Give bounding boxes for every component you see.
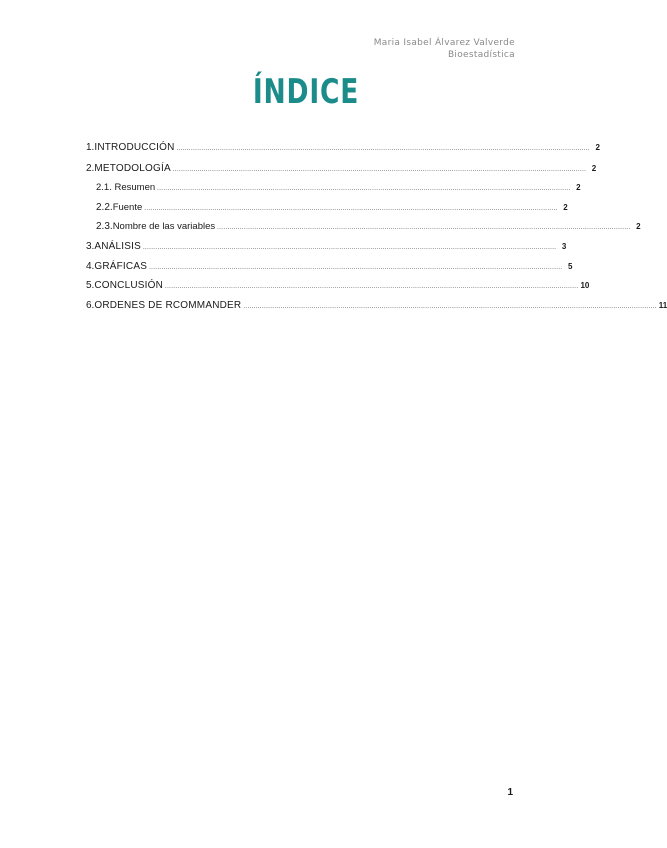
toc-entry-number: 2.2. — [96, 202, 113, 213]
toc-entry-label: Nombre de las variables — [112, 221, 216, 232]
toc-entry-label: GRÁFICAS — [94, 261, 148, 272]
toc-leader-dots: ........................................................................................................................................................................................................ — [149, 265, 563, 271]
toc-leader-dots: ........................................................................................................................................................................................................ — [144, 206, 558, 212]
toc-entry-conclusion[interactable] — [86, 278, 590, 292]
toc-entry-number: 6. — [86, 300, 95, 311]
toc-entry-label: METODOLOGÍA — [94, 163, 171, 174]
toc-entry-page: 2 — [595, 143, 600, 152]
toc-entry-label: ORDENES DE RCOMMANDER — [94, 300, 242, 311]
toc-entry-page: 2 — [636, 222, 641, 231]
toc-entry-number: 4. — [86, 261, 95, 272]
toc-leader-dots: ........................................................................................................................................................................................................ — [165, 284, 579, 290]
toc-leader-dots: ........................................................................................................................................................................................................ — [176, 146, 590, 152]
toc-entry-metodologia[interactable] — [86, 161, 597, 175]
toc-entry-label: 2.1. Resumen — [96, 182, 156, 193]
toc-entry-nombre-variables[interactable] — [96, 219, 641, 233]
toc-entry-resumen[interactable] — [96, 180, 581, 194]
toc-leader-dots: ........................................................................................................................................................................................................ — [142, 245, 557, 251]
toc-entry-number: 1. — [86, 142, 95, 153]
toc-entry-fuente[interactable] — [96, 200, 568, 214]
toc-entry-graficas[interactable] — [86, 259, 573, 273]
toc-entry-introduccion[interactable] — [86, 140, 600, 154]
toc-entry-page: 5 — [568, 262, 573, 271]
page-number: 1 — [507, 787, 513, 798]
toc-entry-page: 11 — [658, 301, 667, 310]
header-author: Maria Isabel Álvarez Valverde — [373, 38, 515, 48]
toc-entry-page: 2 — [591, 164, 597, 173]
toc-leader-dots: ........................................................................................................................................................................................................ — [172, 167, 587, 173]
toc-entry-label: Fuente — [112, 202, 143, 213]
toc-entry-number: 5. — [86, 280, 95, 291]
toc-entry-label: ANÁLISIS — [94, 241, 141, 252]
toc-entry-number: 2. — [86, 163, 95, 174]
page-title: ÍNDICE — [252, 72, 360, 112]
page-header — [374, 37, 515, 61]
toc-leader-dots: ........................................................................................................................................................................................................ — [243, 304, 657, 310]
toc-entry-label: CONCLUSIÓN — [94, 280, 164, 291]
toc-entry-analisis[interactable] — [86, 239, 567, 253]
toc-entry-page: 3 — [561, 242, 567, 251]
toc-entry-page: 10 — [580, 281, 590, 290]
toc-entry-page: 2 — [576, 183, 581, 192]
toc-entry-number: 2.3. — [96, 221, 113, 232]
header-subject: Bioestadística — [447, 50, 515, 60]
toc-entry-number: 3. — [86, 241, 95, 252]
toc-leader-dots: ........................................................................................................................................................................................................ — [217, 225, 631, 231]
toc-entry-ordenes-rcommander[interactable] — [86, 298, 667, 312]
toc-entry-page: 2 — [563, 203, 568, 212]
toc-leader-dots: ........................................................................................................................................................................................................ — [157, 186, 571, 192]
toc-entry-label: INTRODUCCIÓN — [94, 142, 175, 153]
